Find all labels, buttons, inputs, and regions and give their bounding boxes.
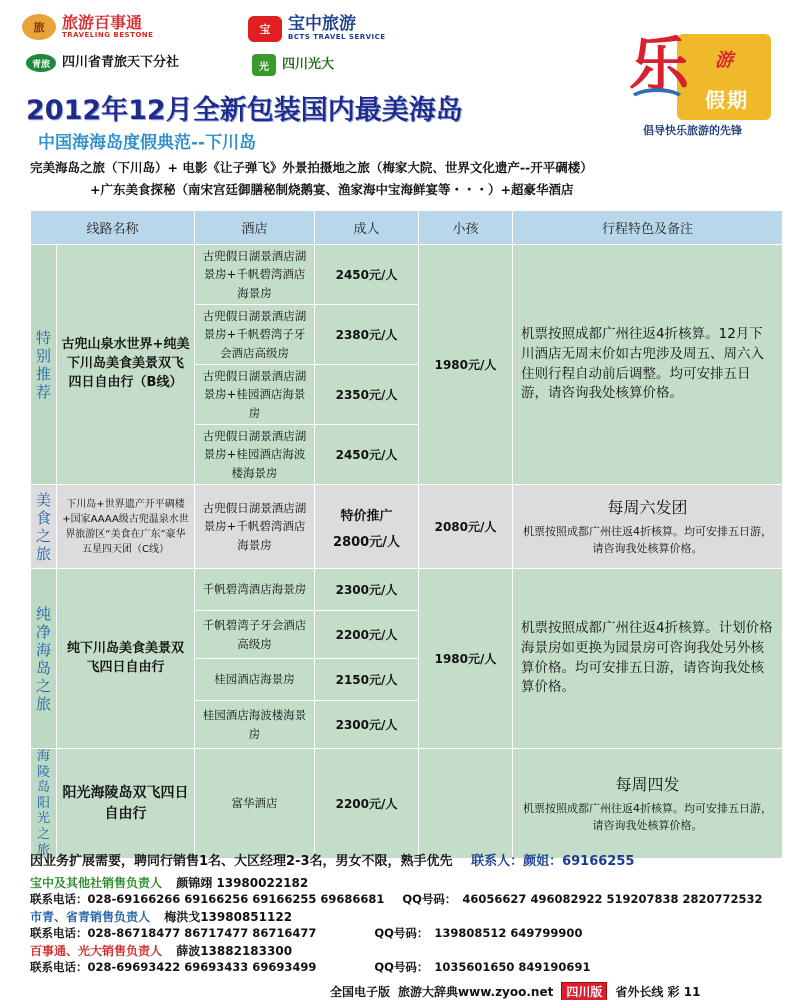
departure-schedule: 每周四发 bbox=[615, 774, 680, 794]
route-notes: 机票按照成都广州往返4折核算。计划价格海景房如更换为园景房可咨询我处另外核算价格。均可安排五日游，请咨询我处核算价格。 bbox=[513, 569, 783, 749]
child-price: 1980元/人 bbox=[419, 245, 513, 485]
hotel-cell: 桂园酒店海景房 bbox=[195, 659, 315, 701]
manager-role: 百事通、光大销售负责人 bbox=[30, 944, 163, 958]
route-notes: 机票按照成都广州往返4折核算。12月下川酒店无周末价如古兜涉及周五、周六入住则行程自动前后调整。均可安排五日游，请咨询我处核算价格。 bbox=[513, 245, 783, 485]
adult-price: 2450元/人 bbox=[315, 425, 419, 485]
logo1-name: 旅游百事通 bbox=[62, 12, 143, 32]
manager-role: 市青、省青销售负责人 bbox=[30, 910, 151, 924]
baozhong-logo-icon: 宝 bbox=[248, 16, 282, 42]
recruitment-text: 因业务扩展需要，聘同行销售1名、大区经理2-3名，男女不限，熟手优先 bbox=[30, 854, 453, 869]
sales-manager-1 bbox=[30, 874, 308, 891]
itinerary-description-line-2: +广东美食探秘（南宋宫廷御膳秘制烧鹅宴、渔家海中宝海鲜宴等・・・）+超豪华酒店 bbox=[90, 182, 574, 197]
logo4-name: 四川光大 bbox=[282, 57, 335, 73]
logo-lvyou-baishitong bbox=[22, 14, 153, 40]
header-route: 线路名称 bbox=[31, 211, 195, 245]
hotel-cell: 富华酒店 bbox=[195, 749, 315, 859]
child-price: 1980元/人 bbox=[419, 569, 513, 749]
qq-numbers: 46056627 496082922 519207838 2820772532 bbox=[462, 892, 763, 906]
hotel-cell: 千帆碧湾酒店海景房 bbox=[195, 569, 315, 611]
hotel-cell: 古兜假日湖景酒店湖景房+千帆碧湾子牙会酒店高级房 bbox=[195, 305, 315, 365]
qinglv-logo-icon: 青旅 bbox=[26, 54, 56, 72]
contact-footer bbox=[30, 848, 782, 980]
header-child: 小孩 bbox=[419, 211, 513, 245]
recruitment-line bbox=[30, 850, 634, 869]
adult-price: 2200元/人 bbox=[315, 749, 419, 859]
adult-price: 2450元/人 bbox=[315, 245, 419, 305]
logo2-sub: BCTS TRAVEL SERVICE bbox=[288, 33, 386, 42]
qq-label: QQ号码： bbox=[402, 892, 457, 906]
page-title: 2012年12月全新包装国内最美海岛 bbox=[26, 95, 463, 126]
table-row bbox=[31, 569, 783, 611]
section-page-label: 省外长线 彩 11 bbox=[615, 984, 701, 999]
brand-le-char: 乐 bbox=[629, 31, 689, 101]
contact-phones-1 bbox=[30, 891, 763, 907]
adult-price: 2380元/人 bbox=[315, 305, 419, 365]
table-row bbox=[31, 485, 783, 569]
page-footer-bar bbox=[330, 982, 800, 1000]
hotel-cell: 桂园酒店海波楼海景房 bbox=[195, 701, 315, 749]
departure-schedule: 每周六发团 bbox=[607, 497, 688, 517]
brand-jiaqi: 假期 bbox=[705, 88, 749, 112]
header-notes: 行程特色及备注 bbox=[513, 211, 783, 245]
route-name: 纯下川岛美食美景双飞四日自由行 bbox=[57, 569, 195, 749]
phone-numbers: 联系电话：028-69693422 69693433 69693499 bbox=[30, 960, 317, 974]
region-badge: 四川版 bbox=[561, 982, 607, 1000]
partner-logos bbox=[22, 10, 582, 82]
header-hotel: 酒店 bbox=[195, 211, 315, 245]
hotel-cell: 千帆碧湾子牙会酒店高级房 bbox=[195, 611, 315, 659]
adult-price-cell bbox=[315, 485, 419, 569]
logo2-name: 宝中旅游 bbox=[288, 14, 356, 35]
table-header-row bbox=[31, 211, 783, 245]
header-adult: 成人 bbox=[315, 211, 419, 245]
brand-slogan: 倡导快乐旅游的先锋 bbox=[643, 124, 742, 137]
special-promo-label: 特价推广 bbox=[340, 508, 393, 524]
logo-baozhong-travel bbox=[248, 16, 386, 42]
route-name: 古兜山泉水世界+纯美下川岛美食美景双飞四日自由行（B线） bbox=[57, 245, 195, 485]
edition-label: 全国电子版 bbox=[330, 984, 391, 999]
recruitment-contact: 联系人：颜姐：69166255 bbox=[471, 854, 635, 869]
child-price-empty bbox=[419, 749, 513, 859]
route-notes-cell bbox=[513, 485, 783, 569]
baishitong-mascot-icon: 旅 bbox=[22, 14, 56, 40]
qq-numbers: 139808512 649799900 bbox=[434, 926, 583, 940]
contact-phones-2 bbox=[30, 925, 582, 941]
route-notes-cell bbox=[513, 749, 783, 859]
category-food-tour: 美食之旅 bbox=[31, 485, 57, 569]
child-price: 2080元/人 bbox=[419, 485, 513, 569]
site-url[interactable]: 旅游大辞典www.zyoo.net bbox=[398, 984, 554, 999]
manager-name-phone: 梅洪戈13980851122 bbox=[164, 910, 293, 924]
adult-price: 2150元/人 bbox=[315, 659, 419, 701]
table-row bbox=[31, 749, 783, 859]
contact-phones-3 bbox=[30, 959, 590, 975]
phone-numbers: 联系电话：028-69166266 69166256 69166255 69686681 bbox=[30, 892, 385, 906]
hotel-cell: 古兜假日湖景酒店湖景房+桂园酒店海景房 bbox=[195, 365, 315, 425]
guangda-logo-icon: 光 bbox=[252, 54, 276, 76]
sales-manager-2 bbox=[30, 908, 292, 925]
sales-manager-3 bbox=[30, 942, 292, 959]
tour-price-table bbox=[30, 210, 783, 859]
adult-price: 2800元/人 bbox=[333, 535, 400, 551]
adult-price: 2200元/人 bbox=[315, 611, 419, 659]
adult-price: 2300元/人 bbox=[315, 569, 419, 611]
table-row bbox=[31, 245, 783, 305]
route-notes: 机票按照成都广州往返4折核算。均可安排五日游，请咨询我处核算价格。 bbox=[523, 802, 773, 833]
manager-name-phone: 颜锦翊 13980022182 bbox=[176, 876, 309, 890]
qq-numbers: 1035601650 849190691 bbox=[434, 960, 591, 974]
route-notes: 机票按照成都广州往返4折核算。均可安排五日游，请咨询我处核算价格。 bbox=[523, 525, 773, 556]
logo-sichuan-qinglv bbox=[26, 54, 179, 72]
category-pure-island: 纯净海岛之旅 bbox=[31, 569, 57, 749]
adult-price: 2350元/人 bbox=[315, 365, 419, 425]
hotel-cell: 古兜假日湖景酒店湖景房+桂园酒店海波楼海景房 bbox=[195, 425, 315, 485]
page-subtitle: 中国海海岛度假典范--下川岛 bbox=[38, 133, 257, 153]
logo1-sub: TRAVELING BESTONE bbox=[62, 30, 154, 39]
adult-price: 2300元/人 bbox=[315, 701, 419, 749]
qq-label: QQ号码： bbox=[374, 960, 429, 974]
hotel-cell: 古兜假日湖景酒店湖景房+千帆碧湾酒店海景房 bbox=[195, 485, 315, 569]
logo-sichuan-guangda bbox=[252, 54, 334, 76]
route-name: 阳光海陵岛双飞四日自由行 bbox=[57, 749, 195, 859]
hotel-cell: 古兜假日湖景酒店湖景房+千帆碧湾酒店海景房 bbox=[195, 245, 315, 305]
route-name: 下川岛+世界遗产开平碉楼+国家AAAA级古兜温泉水世界旅游区“美食在广东”豪华五星四天团（C线） bbox=[57, 485, 195, 569]
itinerary-description-line-1: 完美海岛之旅（下川岛）+ 电影《让子弹飞》外景拍摄地之旅（梅家大院、世界文化遗产--开平碉楼） bbox=[30, 160, 593, 175]
manager-name-phone: 薛波13882183300 bbox=[176, 944, 293, 958]
logo3-name: 四川省青旅天下分社 bbox=[62, 55, 180, 71]
category-hailing-island: 海陵岛阳光之旅 bbox=[31, 749, 57, 859]
phone-numbers: 联系电话：028-86718477 86717477 86716477 bbox=[30, 926, 317, 940]
le-you-jiaqi-brand-logo bbox=[625, 22, 775, 137]
manager-role: 宝中及其他社销售负责人 bbox=[30, 876, 163, 890]
brand-swirl-icon bbox=[627, 88, 687, 116]
brand-you-char: 游 bbox=[715, 50, 733, 71]
qq-label: QQ号码： bbox=[374, 926, 429, 940]
category-special-recommend: 特别推荐 bbox=[31, 245, 57, 485]
